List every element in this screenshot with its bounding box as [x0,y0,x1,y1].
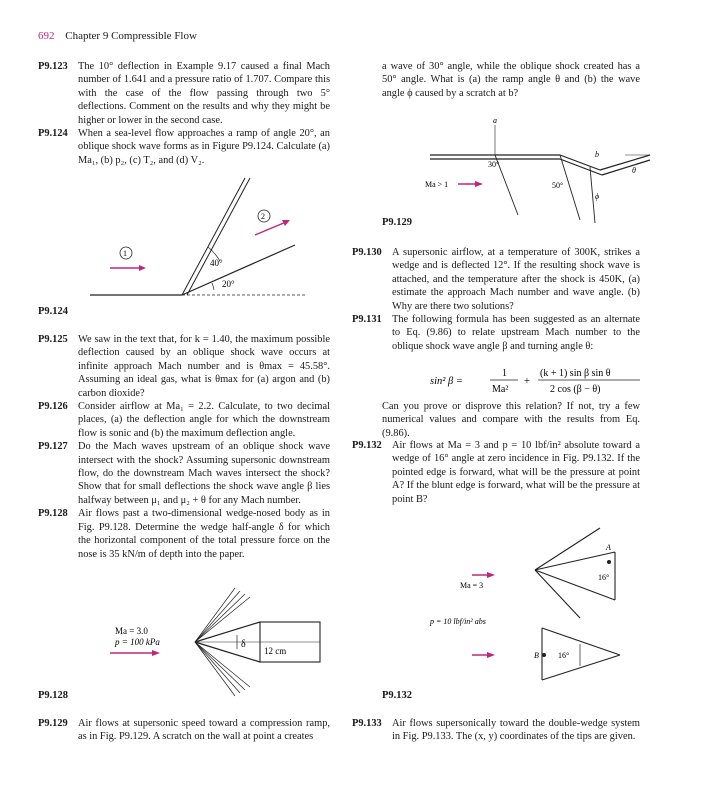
region-1-label: 1 [123,249,127,258]
wedge-bottom [195,642,260,662]
left-column-middle [38,333,330,561]
problem-number: P9.126 [38,401,68,413]
point-b-label: B [534,651,539,660]
problem-9-126 [38,400,330,440]
equation-plus: + [524,376,530,387]
problem-number: P9.123 [38,61,68,72]
problem-text: The following formula has been suggested as an alternate to Eq. (9.86) to relate upstream Mach number to the oblique shock wave angle β and turning angle θ: [392,314,640,352]
equation-term1-denominator: Ma² [492,384,509,395]
problem-number: P9.130 [352,247,382,258]
figure-label-p9-128: P9.128 [38,690,69,701]
left-column-top [38,60,330,167]
arrowhead [139,265,146,271]
point-b-marker [542,653,546,657]
problem-number: P9.127 [38,441,68,453]
problem-9-123 [38,60,330,127]
upper-wedge-top [535,552,615,570]
flow-arrow-2 [255,222,286,235]
ramp-angle-label: 20° [222,279,235,289]
equation-term2-numerator: (k + 1) sin β sin θ [540,368,611,379]
point-a-label: a [493,116,497,125]
problem-number: P9.124 [38,128,68,140]
mach-label: Ma = 3.0 [115,626,148,636]
point-b-label: b [595,150,599,159]
arrowhead [475,181,483,187]
problem-text: Do the Mach waves upstream of an oblique shock wave intersect with the shock? Assuming supersonic downstream flow, do the downstream Mach waves intersect the shock? Show that for small deflections the shock wave angle β lies halfway between μ₁ and μ₂ + θ for any Mach number. [78,441,330,506]
problem-text: Can you prove or disprove this relation? If not, try a few numerical values and compare with the results from Eq. (9.86). [382,401,640,439]
figure-label-p9-132: P9.132 [382,690,413,701]
mach-label: Ma = 3 [460,581,484,590]
ramp-angle-arc [212,283,214,290]
region-2-label: 2 [261,212,265,221]
problem-number: P9.131 [352,314,382,326]
problem-9-127 [38,440,330,507]
arrowhead [487,572,495,578]
equation-term2-denominator: 2 cos (β − θ) [550,384,601,395]
problem-text: We saw in the text that, for k = 1.40, the maximum possible deflection caused by an oblique shock wave occurs at infinite approach Mach number and is θmax = 45.58°. Assuming an ideal gas, what is θmax for (a) argon and (b) carbon dioxide? [78,334,330,399]
problem-number: P9.132 [352,440,382,451]
figure-p9-128 [100,582,330,700]
page-header [38,30,197,42]
figure-p9-132 [420,520,660,682]
figure-p9-129 [420,115,660,225]
ramp-surface [182,245,295,295]
problem-text: Air flows at supersonic speed toward a compression ramp, as in Fig. P9.129. A scratch on the wall at point a creates [78,718,330,743]
problem-number: P9.129 [38,718,68,729]
problem-text-continued: a wave of 30° angle, while the oblique shock created has a 50° angle. What is (a) the ramp angle θ and (b) the wave angle ϕ caused by a scratch at b? [382,61,640,99]
equation-term1-numerator: 1 [502,368,507,379]
right-column-middle [352,246,640,353]
figure-p9-124 [90,170,330,305]
wave-angle-label: 30° [488,160,500,169]
equation-9-131 [430,364,660,398]
problem-number: P9.128 [38,508,68,520]
problem-text: A supersonic airflow, at a temperature of 300K, strikes a wedge and is deflected 12°. If the resulting shock wave is attached, and the temperature after the shock is 450K, (a) estimate the approach Mach number and wave angle. (b) Why are there two solutions? [392,247,640,312]
shock-angle-label: 40° [210,258,223,268]
arrowhead [487,652,495,658]
problem-9-130 [352,246,640,313]
ramp-angle-label: θ [632,166,636,175]
left-column-bottom [38,717,330,744]
problem-text: Consider airflow at Ma₁ = 2.2. Calculate, to two decimal places, (a) the deflection angle for which the downstream flow is sonic and (b) the maximum deflection angle. [78,401,330,439]
upper-wedge-shock-bottom [535,570,580,618]
angle-top-label: 16° [598,573,610,582]
angle-bottom-label: 16° [558,651,570,660]
problem-9-125 [38,333,330,400]
problem-text: Air flows supersonically toward the double-wedge system in Fig. P9.133. The (x, y) coordinates of the tips are given. [392,718,640,743]
height-label: 12 cm [264,646,287,656]
pressure-label: p = 10 lbf/in² abs [430,617,486,626]
half-angle-label: δ [241,639,246,650]
ramp-wall [560,155,600,170]
problem-9-131 [352,313,640,353]
shock-angle-label: 50° [552,181,564,190]
problem-number: P9.133 [352,718,382,729]
mach-label: Ma > 1 [425,180,449,189]
problem-9-133 [352,717,640,744]
shock-line [187,178,250,295]
right-column-top [352,60,640,100]
upper-wedge-shock-top [535,528,600,570]
problem-text: Air flows at Ma = 3 and p = 10 lbf/in² absolute toward a wedge of 16° angle at zero incidence in Fig. P9.132. If the pointed edge is forward, what will be the pressure at point A? If the blunt edge is forward, what will be the pressure at point B? [392,440,640,505]
figure-label-p9-129: P9.129 [382,217,413,228]
point-a-label: A [606,543,611,552]
ramp-wall-inner [560,159,602,175]
wedge-top [195,622,260,642]
arrowhead [152,650,160,656]
lower-wedge-top [542,628,620,655]
problem-9-128 [38,507,330,561]
problem-text: When a sea-level flow approaches a ramp of angle 20°, an oblique shock wave forms as in Figure P9.124. Calculate (a) Ma₁, (b) p₂, (c) T₂, and (d) V₂. [78,128,330,166]
problem-text: Air flows past a two-dimensional wedge-nosed body as in Fig. P9.128. Determine the wedge half-angle δ for which the horizontal component of the total pressure force on the nose is 35 kN/m of depth into the paper. [78,508,330,560]
right-column-after-equation [352,400,640,440]
figure-label-p9-124: P9.124 [38,306,69,317]
shock-line [182,178,245,295]
problem-number: P9.125 [38,334,68,345]
lower-wedge-bottom [542,655,620,680]
right-column-p132 [352,439,640,506]
point-a-marker [607,560,611,564]
chapter-title: Chapter 9 Compressible Flow [65,30,197,42]
equation-lhs: sin² β = [430,376,463,387]
problem-text: The 10° deflection in Example 9.17 caused a final Mach number of 1.641 and a pressure ratio of 1.707. Compare this with the case of the flow passing through two 5° deflections. Comment on the results and why they might be higher or lower in the second case. [78,61,330,126]
scratch-angle-label: ϕ [595,192,600,201]
problem-9-129 [38,717,330,744]
problem-9-132 [352,439,640,506]
right-column-bottom [352,717,640,744]
pressure-label: p = 100 kPa [115,637,160,647]
problem-9-124 [38,127,330,167]
page-number: 692 [38,30,55,42]
